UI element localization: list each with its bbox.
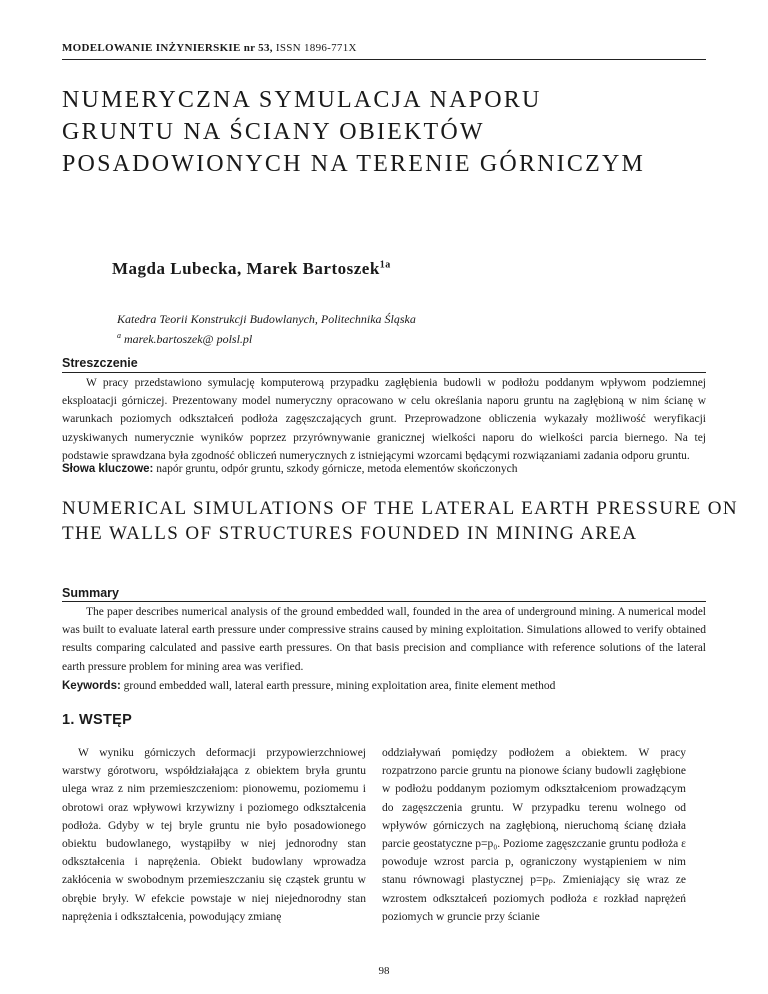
abstract-en-text: The paper describes numerical analysis of the ground embedded wall, founded in the area of underground mining. A numerical model was built to evaluate lateral earth pressure under compressive strains caused by mining exploitation. Simulations allowed to verify obtained results comparing calculated and passive earth pressures. On that basis precision and compliance with reference solutions of the lateral earth pressure problem for mining area was verified. [62,606,706,673]
title-english: NUMERICAL SIMULATIONS OF THE LATERAL EARTH PRESSURE ON THE WALLS OF STRUCTURES FOUNDED IN MINING AREA [62,498,738,544]
author-names: Magda Lubecka, Marek Bartoszek [112,259,380,278]
section-heading: 1. WSTĘP [62,712,133,728]
author-superscript: 1a [379,259,391,271]
affiliation: Katedra Teorii Konstrukcji Budowlanych, Politechnika Śląska [117,312,416,326]
abstract-pl-rule [62,372,706,373]
email-superscript: a [117,331,121,340]
journal-name: MODELOWANIE INŻYNIERSKIE nr 53, [62,42,273,54]
keywords-en [62,680,706,692]
email: marek.bartoszek@ polsl.pl [124,332,253,346]
body-column-right: oddziaływań pomiędzy podłożem a obiektem. W pracy rozpatrzono parcie gruntu na pionowe ściany budowli zagłębione w podłożu poddanym poziomym odkształceniom prowadzącym do zagęszczenia gruntu. W przypadku terenu wolnego od wpływów górniczych na zagłębioną, nieruchomą ścianę działa parcie geostatyczne p=p₀. Poziome zagęszczanie gruntu podłoża ε powoduje wzrost parcia p, ograniczony wystąpieniem w nim stanu równowagi plastycznej p=pₚ. Zmieniający się wraz ze wzrostem odkształceń poziomych podłoża ε rozkład naprężeń poziomych w gruncie przy ścianie [382,747,686,923]
abstract-pl-text: W pracy przedstawiono symulację komputerową przypadku zagłębienia budowli w podłożu poddanym wpływom podziemnej eksploatacji górniczej. Prezentowany model numeryczny opracowano w celu określania naporu gruntu na zagłębioną w nim ścianę w warunkach poziomych odkształceń podłoża zagęszczających grunt. Przeprowadzone obliczenia wykazały możliwość weryfikacji uzyskiwanych numerycznie wyników poprzez przyrównywanie granicznej wielkości naporu do wielkości parcia biernego. Na tej podstawie sprawdzana była zgodność obliczeń numerycznych z istniejącymi wzorcami będącymi rozwiązaniami zadania odporu gruntu. [62,377,706,462]
title-polish: NUMERYCZNA SYMULACJA NAPORU GRUNTU NA ŚCIANY OBIEKTÓW POSADOWIONYCH NA TERENIE GÓRNICZYM [62,87,646,177]
keywords-pl-values: napór gruntu, odpór gruntu, szkody górnicze, metoda elementów skończonych [156,463,518,475]
body-column-left: W wyniku górniczych deformacji przypowierzchniowej warstwy górotworu, współdziałająca z obiektem bryła gruntu ulega wraz z nim przemieszczeniom: pionowemu, poziomemu i obrotowi oraz wpływowi krzywizny i poziomego odkształcenia podłoża. Gdyby w tej bryle gruntu nie było posadowionego obiektu budowlanego, wystąpiłby w niej jednorodny stan odkształcenia i naprężenia. Obiekt budowlany wprowadza zakłócenia w swobodnym przemieszczaniu się cząstek gruntu w obrębie bryły. W efekcie powstaje w niej niejednorodny stan naprężenia i odkształcenia, powodujący zmianę [62,747,366,923]
journal-issn: ISSN 1896-771X [275,42,357,54]
keywords-pl-label: Słowa kluczowe: [62,463,154,475]
abstract-en-heading: Summary [62,586,119,600]
authors [112,259,391,279]
abstract-en-rule [62,601,706,602]
keywords-en-values: ground embedded wall, lateral earth pressure, mining exploitation area, finite element method [123,680,556,692]
journal-header [62,42,357,54]
page-number: 98 [378,965,390,977]
header-rule [62,59,706,60]
abstract-pl-heading: Streszczenie [62,356,138,370]
keywords-en-label: Keywords: [62,680,121,692]
keywords-pl [62,463,706,475]
email-line [117,331,252,347]
